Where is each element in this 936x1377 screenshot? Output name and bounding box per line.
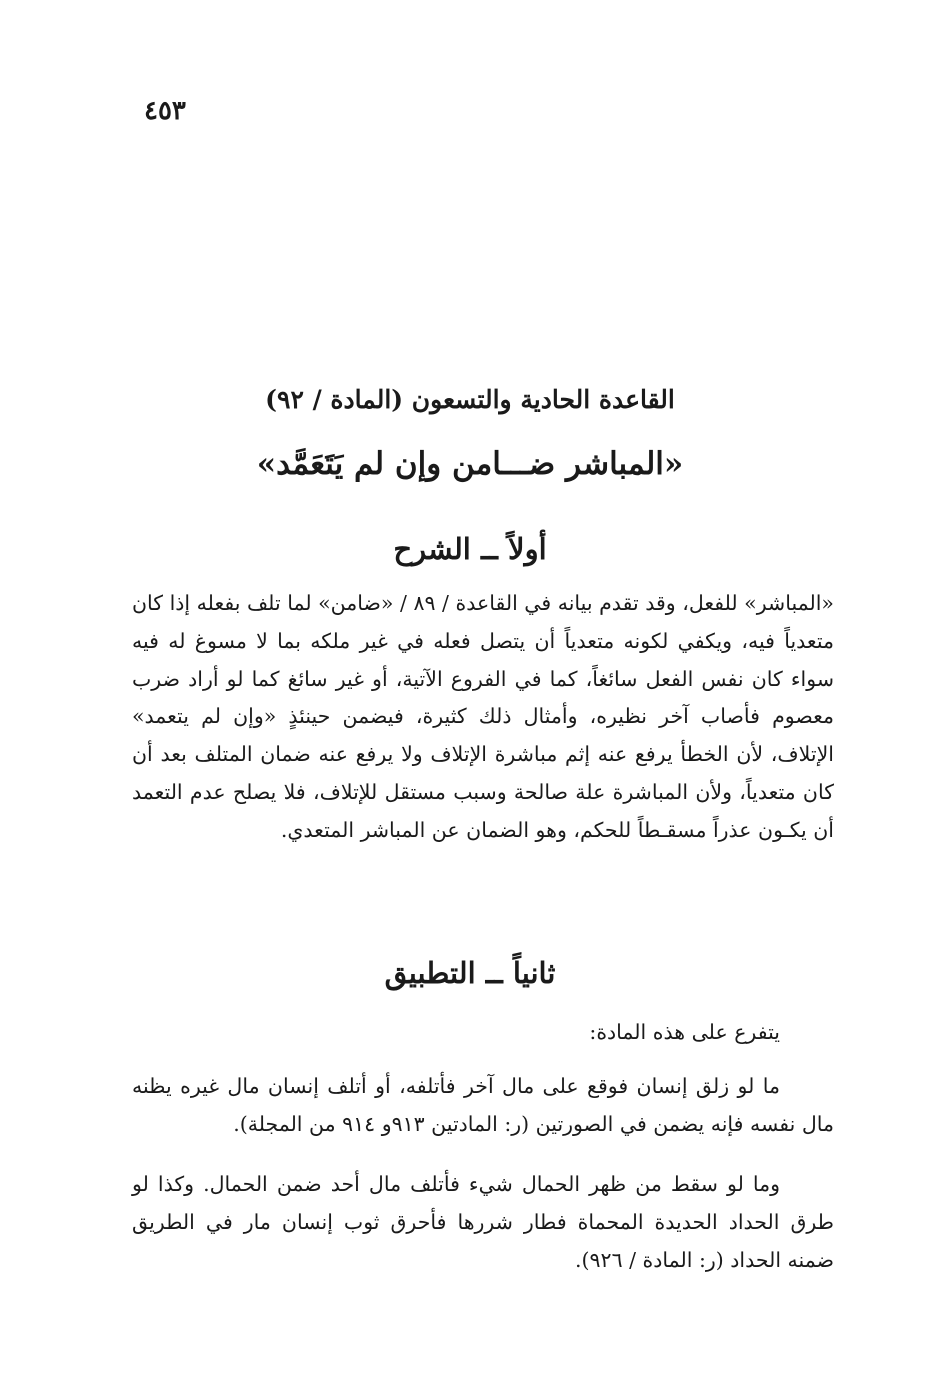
explanation-paragraph: «المباشر» للفعل، وقد تقدم بيانه في القاعدة / ٨٩ / «ضامن» لما تلف بفعله إذا كان متعدياً فيه، ويكفي لكونه متعدياً أن يتصل فعله في غير ملكه بما لا مسوغ له فيه سواء كان نفس الفعل سائغاً، كما في الفروع الآتية، أو غير سائغ كما لو أراد ضرب معصوم فأصاب آخر نظيره، وأمثال ذلك كثيرة، فيضمن حينئذٍ «وإن لم يتعمد» الإتلاف، لأن الخطأ يرفع عنه إثم مباشرة الإتلاف ولا يرفع عنه ضمان المتلف بعد أن كان متعدياً، ولأن المباشرة علة صالحة وسبب مستقل للإتلاف، فلا يصلح عدم التعمد أن يكـون عذراً مسقـطاً للحكم، وهو الضمان عن المباشر المتعدي. xyxy=(132,591,834,842)
maxim-heading: «المباشر ضـــامن وإن لم يَتَعَمَّد» xyxy=(256,446,684,482)
section-heading-application: ثانياً ــ التطبيق xyxy=(384,956,556,990)
page-number: ٤٥٣ xyxy=(144,96,186,126)
application-intro: يتفرع على هذه المادة: xyxy=(589,1020,780,1044)
application-paragraph-1: ما لو زلق إنسان فوقع على مال آخر فأتلفه، أو أتلف إنسان مال غيره يظنه مال نفسه فإنه يضمن في الصورتين (ر: المادتين ٩١٣و ٩١٤ من المجلة). xyxy=(132,1074,834,1136)
application-paragraph-2: وما لو سقط من ظهر الحمال شيء فأتلف مال أحد ضمن الحمال. وكذا لو طرق الحداد الحديدة المحماة فطار شررها فأحرق ثوب إنسان مار في الطريق ضمنه الحداد (ر: المادة / ٩٢٦). xyxy=(132,1172,834,1272)
rule-title: القاعدة الحادية والتسعون (المادة / ٩٢) xyxy=(265,385,675,414)
section-heading-explanation: أولاً ــ الشرح xyxy=(393,532,547,566)
